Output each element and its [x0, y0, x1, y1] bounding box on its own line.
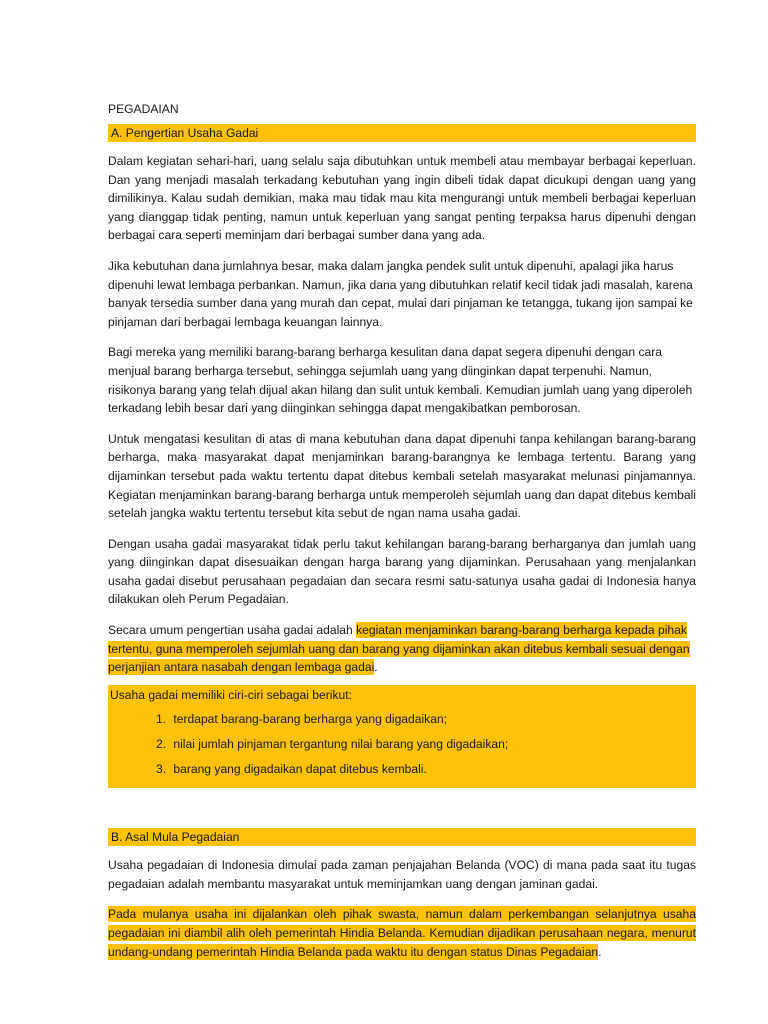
features-box — [108, 685, 696, 788]
section-a-heading: A. Pengertian Usaha Gadai — [108, 124, 696, 142]
document-title: PEGADAIAN — [108, 102, 179, 116]
section-b-heading: B. Asal Mula Pegadaian — [108, 828, 696, 846]
history-end: . — [598, 944, 602, 959]
list-item-text: terdapat barang-barang berharga yang digadaikan; — [173, 712, 448, 727]
list-item-number: 1. — [156, 712, 167, 727]
definition-end: . — [374, 660, 378, 675]
list-item-number: 2. — [156, 737, 167, 752]
section-a-paragraph-6 — [108, 621, 696, 677]
list-item-number: 3. — [156, 761, 167, 776]
section-a-paragraph-3: Bagi mereka yang memiliki barang-barang berharga kesulitan dana dapat segera dipenuhi dengan cara menjual barang berharga tersebut, sehingga sejumlah uang yang diinginkan dapat terpenuhi. Namun, risikonya barang yang telah dijual akan hilang dan sulit untuk kembali. Kemudian jumlah uang yang diperoleh terkadang lebih besar dari yang diinginkan sehingga dapat mengakibatkan pemborosan. — [108, 345, 693, 416]
section-a-paragraph-2: Jika kebutuhan dana jumlahnya besar, maka dalam jangka pendek sulit untuk dipenuhi, apalagi jika harus dipenuhi lewat lembaga perbankan. Namun, jika dana yang dibutuhkan relatif kecil tidak jadi masalah, karena banyak tersedia sumber dana yang murah dan cepat, mulai dari pinjaman ke tetangga, tukang ijon sampai ke pinjaman dari berbagai lembaga keuangan lainnya. — [108, 258, 693, 329]
features-list — [110, 710, 694, 778]
list-item-text: nilai jumlah pinjaman tergantung nilai barang yang digadaikan; — [173, 737, 509, 752]
features-intro: Usaha gadai memiliki ciri-ciri sebagai berikut: — [110, 687, 352, 702]
section-b-paragraph-2 — [108, 905, 696, 961]
section-a-paragraph-5: Dengan usaha gadai masyarakat tidak perlu takut kehilangan barang-barang berharganya dan jumlah uang yang diinginkan dapat disesuaikan dengan harga barang yang dijaminkan. Perusahaan yang menjalankan usaha gadai disebut perusahaan pegadaian dan secara resmi satu-satunya usaha gadai di Indonesia hanya dilakukan oleh Perum Pegadaian. — [108, 536, 696, 607]
list-item — [110, 735, 694, 754]
list-item-text: barang yang digadaikan dapat ditebus kembali. — [173, 761, 427, 776]
section-b-paragraph-1: Usaha pegadaian di Indonesia dimulai pada zaman penjajahan Belanda (VOC) di mana pada saat itu tugas pegadaian adalah membantu masyarakat untuk meminjamkan uang dengan jaminan gadai. — [108, 858, 696, 891]
document-page — [108, 100, 696, 973]
list-item — [110, 760, 694, 779]
history-highlight: Pada mulanya usaha ini dijalankan oleh pihak swasta, namun dalam perkembangan selanjutnya usaha pegadaian ini diambil alih oleh pemerintah Hindia Belanda. Kemudian dijadikan perusahaan negara, menurut undang-undang pemerintah Hindia Belanda pada waktu itu dengan status Dinas Pegadaian — [108, 907, 696, 959]
definition-highlight: kegiatan menjaminkan barang-barang berharga kepada pihak tertentu, guna memperoleh sejumlah uang dan barang yang dijaminkan akan ditebus kembali sesuai dengan perjanjian antara nasabah dengan lembaga gadai — [108, 623, 690, 675]
section-a-paragraph-1: Dalam kegiatan sehari-hari, uang selalu saja dibutuhkan untuk membeli atau membayar berbagai keperluan. Dan yang menjadi masalah terkadang kebutuhan yang ingin dibeli tidak dapat dicukupi dengan uang yang dimilikinya. Kalau sudah demikian, maka mau tidak mau kita mengurangi untuk membeli berbagai keperluan yang dianggap tidak penting, namun untuk keperluan yang sangat penting terpaksa harus dipenuhi dengan berbagai cara seperti meminjam dari berbagai sumber dana yang ada. — [108, 154, 696, 243]
definition-lead: Secara umum pengertian usaha gadai adalah — [108, 623, 357, 638]
list-item — [110, 710, 694, 729]
section-a-paragraph-4: Untuk mengatasi kesulitan di atas di mana kebutuhan dana dapat dipenuhi tanpa kehilangan barang-barang berharga, maka masyarakat dapat menjaminkan barang-barangnya ke lembaga tertentu. Barang yang dijaminkan tersebut pada waktu tertentu dapat ditebus kembali setelah masyarakat melunasi pinjamannya. Kegiatan menjaminkan barang-barang berharga untuk memperoleh sejumlah uang dan dapat ditebus kembali setelah jangka waktu tertentu tersebut kita sebut de ngan nama usaha gadai. — [108, 431, 696, 521]
